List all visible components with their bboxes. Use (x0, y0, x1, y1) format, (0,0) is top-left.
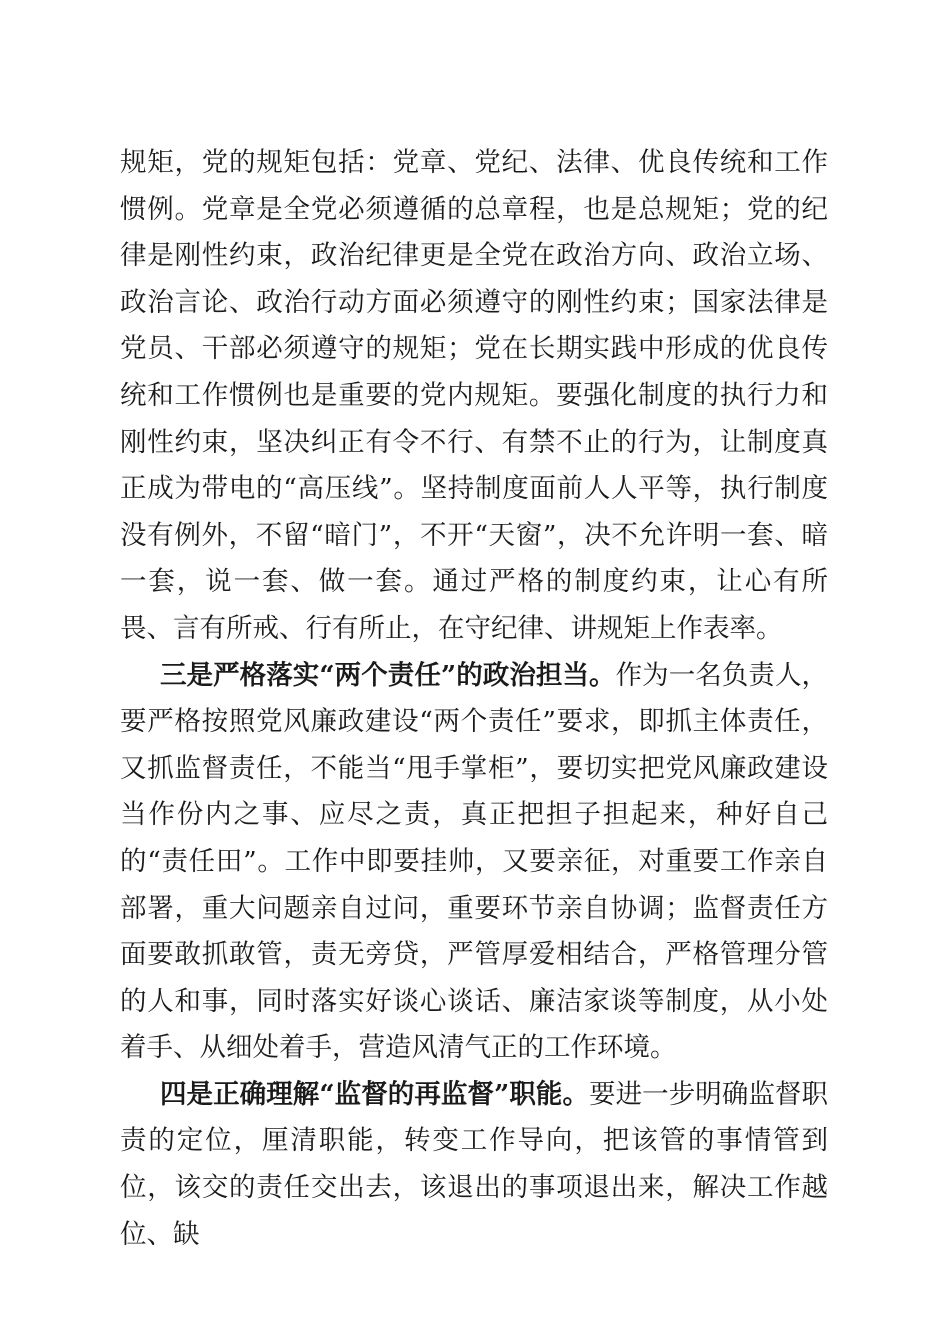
paragraph-rules (120, 140, 828, 653)
paragraph-supervision (120, 1072, 828, 1258)
paragraph-two-responsibilities (120, 653, 828, 1072)
paragraph-heading: 四是正确理解“监督的再监督”职能。 (160, 1078, 590, 1110)
paragraph-heading: 三是严格落实“两个责任”的政治担当。 (160, 659, 616, 691)
paragraph-text: 规矩，党的规矩包括：党章、党纪、法律、优良传统和工作惯例。党章是全党必须遵循的总章程，也是总规矩；党的纪律是刚性约束，政治纪律更是全党在政治方向、政治立场、政治言论、政治行动方面必须遵守的刚性约束；国家法律是党员、干部必须遵守的规矩；党在长期实践中形成的优良传统和工作惯例也是重要的党内规矩。要强化制度的执行力和刚性约束，坚决纠正有令不行、有禁不止的行为，让制度真正成为带电的“高压线”。坚持制度面前人人平等，执行制度没有例外，不留“暗门”，不开“天窗”，决不允许明一套、暗一套，说一套、做一套。通过严格的制度约束，让心有所畏、言有所戒、行有所止，在守纪律、讲规矩上作表率。 (120, 147, 828, 644)
paragraph-text: 要进一步明确监督职责的定位，厘清职能，转变工作导向，把该管的事情管到位，该交的责任交出去，该退出的事项退出来，解决工作越位、缺 (120, 1078, 828, 1250)
paragraph-text: 作为一名负责人，要严格按照党风廉政建设“两个责任”要求，即抓主体责任，又抓监督责任，不能当“甩手掌柜”，要切实把党风廉政建设当作份内之事、应尽之责，真正把担子担起来，种好自己的“责任田”。工作中即要挂帅，又要亲征，对重要工作亲自部署，重大问题亲自过问，重要环节亲自协调；监督责任方面要敢抓敢管，责无旁贷，严管厚爱相结合，严格管理分管的人和事，同时落实好谈心谈话、廉洁家谈等制度，从小处着手、从细处着手，营造风清气正的工作环境。 (120, 659, 828, 1064)
document-body (120, 140, 828, 1258)
